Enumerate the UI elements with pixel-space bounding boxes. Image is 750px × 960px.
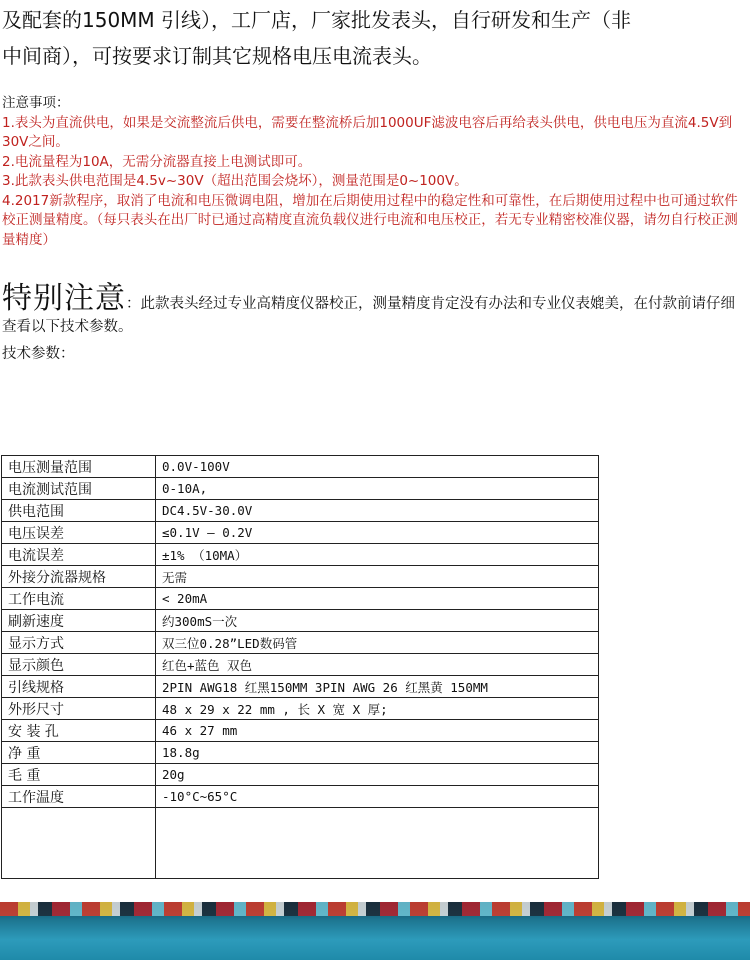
table-row — [2, 588, 599, 610]
spec-value: -10°C~65°C — [156, 786, 599, 808]
spec-key: 电流测试范围 — [2, 478, 156, 500]
spec-value: 18.8g — [156, 742, 599, 764]
special-notice-title: 特别注意 — [2, 281, 126, 316]
spec-value: 约300mS一次 — [156, 610, 599, 632]
spec-value: ±1% （10MA） — [156, 544, 599, 566]
table-row — [2, 610, 599, 632]
spec-value-empty — [156, 808, 599, 879]
spec-key: 安 装 孔 — [2, 720, 156, 742]
table-row — [2, 786, 599, 808]
tech-params-label: 技术参数： — [2, 346, 75, 362]
table-row-empty — [2, 808, 599, 879]
table-row — [2, 676, 599, 698]
spec-value: 红色+蓝色 双色 — [156, 654, 599, 676]
spec-value: 46 x 27 mm — [156, 720, 599, 742]
spec-key: 电流误差 — [2, 544, 156, 566]
wire-band — [0, 902, 750, 916]
spec-key: 供电范围 — [2, 500, 156, 522]
spec-key: 工作温度 — [2, 786, 156, 808]
spec-value: 20g — [156, 764, 599, 786]
spec-value: ≤0.1V — 0.2V — [156, 522, 599, 544]
table-row — [2, 698, 599, 720]
note-item: 2.电流量程为10A，无需分流器直接上电测试即可。 — [2, 153, 312, 170]
spec-key-empty — [2, 808, 156, 879]
product-photo — [0, 902, 750, 960]
notes-heading: 注意事项： — [2, 95, 70, 111]
intro-line-2: 中间商），可按要求订制其它规格电压电流表头。 — [2, 44, 432, 68]
intro-line-1: 及配套的150MM 引线），工厂店，厂家批发表头，自行研发和生产（非 — [2, 8, 632, 32]
note-item: 1.表头为直流供电，如果是交流整流后供电，需要在整流桥后加1000UF滤波电容后再给表头供电，供电电压为直流4.5V到30V之间。 — [2, 114, 733, 150]
spec-value: 无需 — [156, 566, 599, 588]
spec-value: DC4.5V-30.0V — [156, 500, 599, 522]
special-notice-text: ：此款表头经过专业高精度仪器校正，测量精度肯定没有办法和专业仪表媲美，在付款前请仔细查看以下技术参数。 — [2, 296, 735, 335]
table-row — [2, 742, 599, 764]
spec-value: 0-10A, — [156, 478, 599, 500]
table-row — [2, 566, 599, 588]
table-row — [2, 764, 599, 786]
spec-key: 毛 重 — [2, 764, 156, 786]
spec-key: 刷新速度 — [2, 610, 156, 632]
spec-key: 工作电流 — [2, 588, 156, 610]
notes-section — [2, 94, 746, 250]
spec-key: 外形尺寸 — [2, 698, 156, 720]
note-item: 4.2017新款程序，取消了电流和电压微调电阻，增加在后期使用过程中的稳定性和可靠性，在后期使用过程中也可通过软件校正测量精度。（每只表头在出厂时已通过高精度直流负载仪进行电流和电压校正，若无专业精密校准仪器，请勿自行校正测量精度） — [2, 192, 738, 248]
spec-table — [1, 455, 599, 879]
spec-value: 双三位0.28”LED数码管 — [156, 632, 599, 654]
note-item: 3.此款表头供电范围是4.5v~30V（超出范围会烧坏），测量范围是0~100V。 — [2, 173, 468, 189]
table-row — [2, 720, 599, 742]
special-notice — [2, 282, 746, 338]
spec-key: 净 重 — [2, 742, 156, 764]
table-row — [2, 522, 599, 544]
spec-value: 2PIN AWG18 红黑150MM 3PIN AWG 26 红黑黄 150MM — [156, 676, 599, 698]
spec-key: 显示方式 — [2, 632, 156, 654]
table-row — [2, 544, 599, 566]
table-row — [2, 500, 599, 522]
spec-key: 电压测量范围 — [2, 456, 156, 478]
spec-key: 显示颜色 — [2, 654, 156, 676]
table-row — [2, 632, 599, 654]
spec-key: 电压误差 — [2, 522, 156, 544]
spec-key: 引线规格 — [2, 676, 156, 698]
table-row — [2, 478, 599, 500]
spec-key: 外接分流器规格 — [2, 566, 156, 588]
table-row — [2, 654, 599, 676]
spec-value: 0.0V-100V — [156, 456, 599, 478]
spec-value: 48 x 29 x 22 mm , 长 X 宽 X 厚; — [156, 698, 599, 720]
spec-value: < 20mA — [156, 588, 599, 610]
table-row — [2, 456, 599, 478]
intro-text — [2, 2, 748, 74]
